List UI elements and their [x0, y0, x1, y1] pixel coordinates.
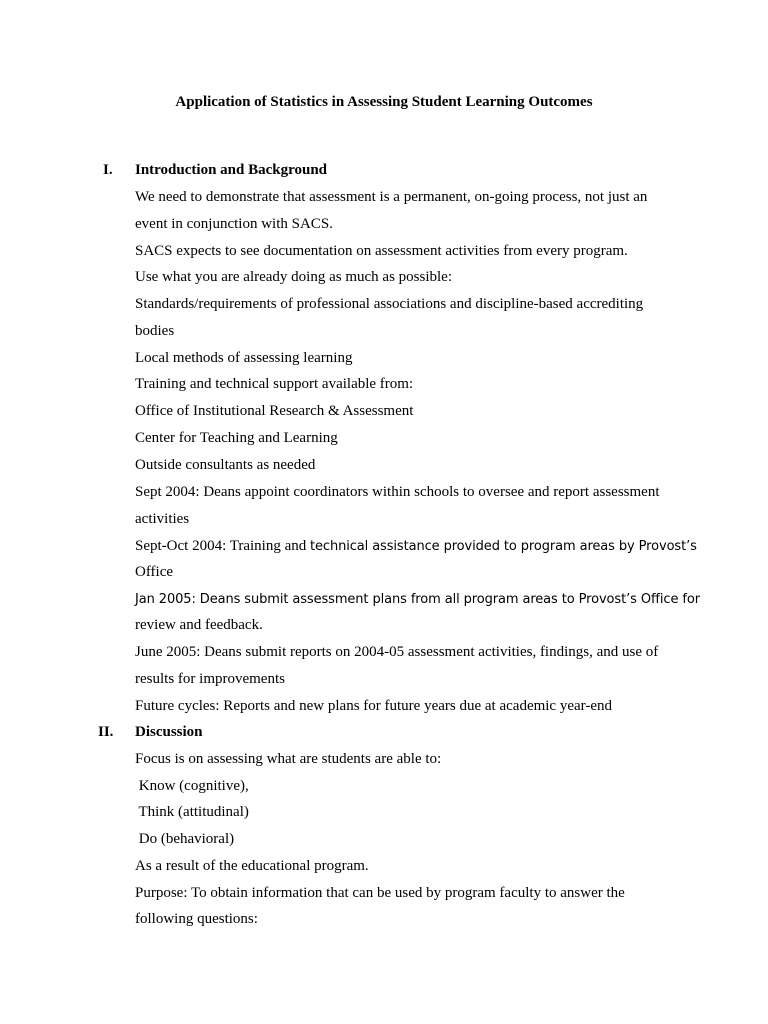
section-1-line: Local methods of assessing learning: [135, 350, 353, 366]
section-1-line: We need to demonstrate that assessment is a permanent, on-going process, not just an: [135, 189, 648, 205]
section-2-line: Do (behavioral): [135, 831, 235, 847]
section-1-line: Office of Institutional Research & Assessment: [135, 403, 414, 419]
section-1-line: Future cycles: Reports and new plans for future years due at academic year-end: [135, 698, 613, 714]
section-2-line: As a result of the educational program.: [135, 858, 369, 874]
section-1-line: results for improvements: [135, 671, 285, 687]
section-1-numeral: I.: [103, 162, 113, 178]
section-2-line: Think (attitudinal): [135, 804, 249, 820]
section-1-line: Use what you are already doing as much as possible:: [135, 269, 452, 285]
section-1-line: bodies: [135, 323, 175, 339]
section-1-line: June 2005: Deans submit reports on 2004-05 assessment activities, findings, and use of: [135, 644, 659, 660]
section-2-line: Purpose: To obtain information that can be used by program faculty to answer the: [135, 885, 625, 901]
section-2-line: Focus is on assessing what are students are able to:: [135, 751, 442, 767]
section-1-heading: Introduction and Background: [135, 162, 328, 178]
mixed-line-sans-part: Deans submit assessment plans from all program areas to Provost’s Office for: [199, 592, 700, 607]
section-2-numeral: II.: [98, 724, 114, 740]
section-2-heading: Discussion: [135, 724, 203, 740]
section-1-line: review and feedback.: [135, 617, 263, 633]
section-1-line: SACS expects to see documentation on assessment activities from every program.: [135, 243, 628, 259]
section-1-line: activities: [135, 511, 190, 527]
section-1-line: Sept 2004: Deans appoint coordinators within schools to oversee and report assessment: [135, 484, 660, 500]
section-2-line: Know (cognitive),: [135, 778, 249, 794]
section-1-line: Office: [135, 564, 174, 580]
mixed-line-sans-part: technical assistance provided to program areas by Provost’s: [310, 539, 697, 554]
section-1-line: Outside consultants as needed: [135, 457, 316, 473]
section-1-mixed-line: [135, 536, 697, 557]
section-1-line: Training and technical support available from:: [135, 376, 414, 392]
section-2-line: following questions:: [135, 911, 258, 927]
section-1-line: Center for Teaching and Learning: [135, 430, 338, 446]
section-1-line: event in conjunction with SACS.: [135, 216, 333, 232]
section-1-line: Standards/requirements of professional associations and discipline-based accrediting: [135, 296, 644, 312]
document-title: Application of Statistics in Assessing Student Learning Outcomes: [175, 94, 593, 110]
section-1-mixed-line: [135, 589, 700, 610]
mixed-line-serif-part: Sept-Oct 2004: Training and: [135, 538, 310, 554]
mixed-line-serif-part: Jan 2005:: [135, 592, 200, 607]
